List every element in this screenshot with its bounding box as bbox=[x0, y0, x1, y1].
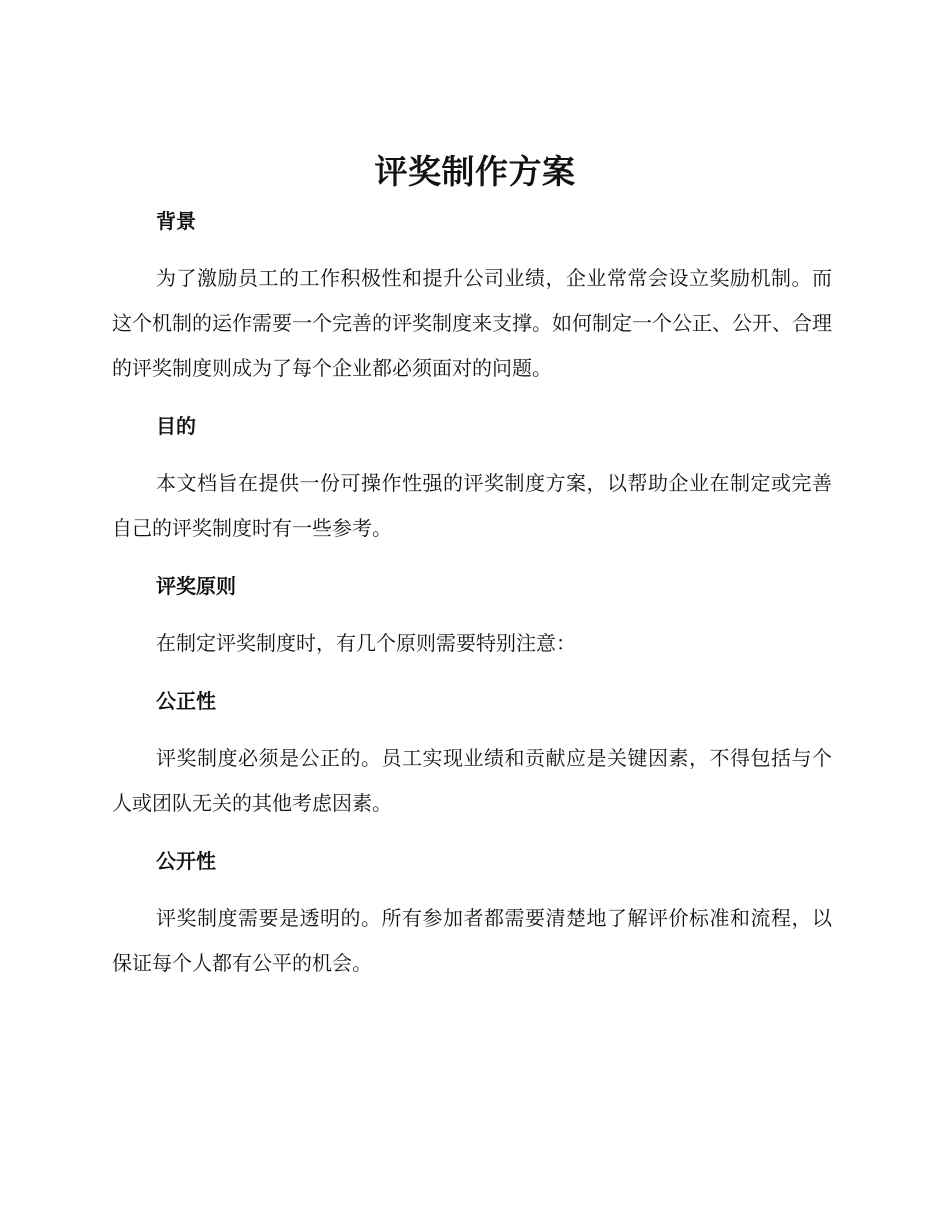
section-heading: 评奖原则 bbox=[156, 574, 236, 598]
document-body bbox=[112, 198, 832, 998]
document-title: 评奖制作方案 bbox=[374, 152, 576, 191]
section-heading: 公正性 bbox=[156, 689, 216, 713]
section-paragraph: 本文档旨在提供一份可操作性强的评奖制度方案，以帮助企业在制定或完善自己的评奖制度时有一些参考。 bbox=[112, 471, 832, 540]
section-heading: 目的 bbox=[156, 414, 196, 438]
section-heading: 背景 bbox=[156, 209, 196, 233]
section-openness bbox=[112, 838, 832, 986]
section-paragraph: 评奖制度需要是透明的。所有参加者都需要清楚地了解评价标准和流程，以保证每个人都有公平的机会。 bbox=[112, 906, 832, 975]
section-fairness bbox=[112, 678, 832, 826]
section-principles bbox=[112, 563, 832, 666]
section-heading: 公开性 bbox=[156, 849, 216, 873]
section-paragraph: 评奖制度必须是公正的。员工实现业绩和贡献应是关键因素，不得包括与个人或团队无关的其他考虑因素。 bbox=[112, 746, 832, 815]
section-background bbox=[112, 198, 832, 391]
section-purpose bbox=[112, 403, 832, 551]
section-paragraph: 为了激励员工的工作积极性和提升公司业绩，企业常常会设立奖励机制。而这个机制的运作需要一个完善的评奖制度来支撑。如何制定一个公正、公开、合理的评奖制度则成为了每个企业都必须面对的问题。 bbox=[112, 266, 832, 380]
section-paragraph: 在制定评奖制度时，有几个原则需要特别注意： bbox=[156, 631, 576, 655]
